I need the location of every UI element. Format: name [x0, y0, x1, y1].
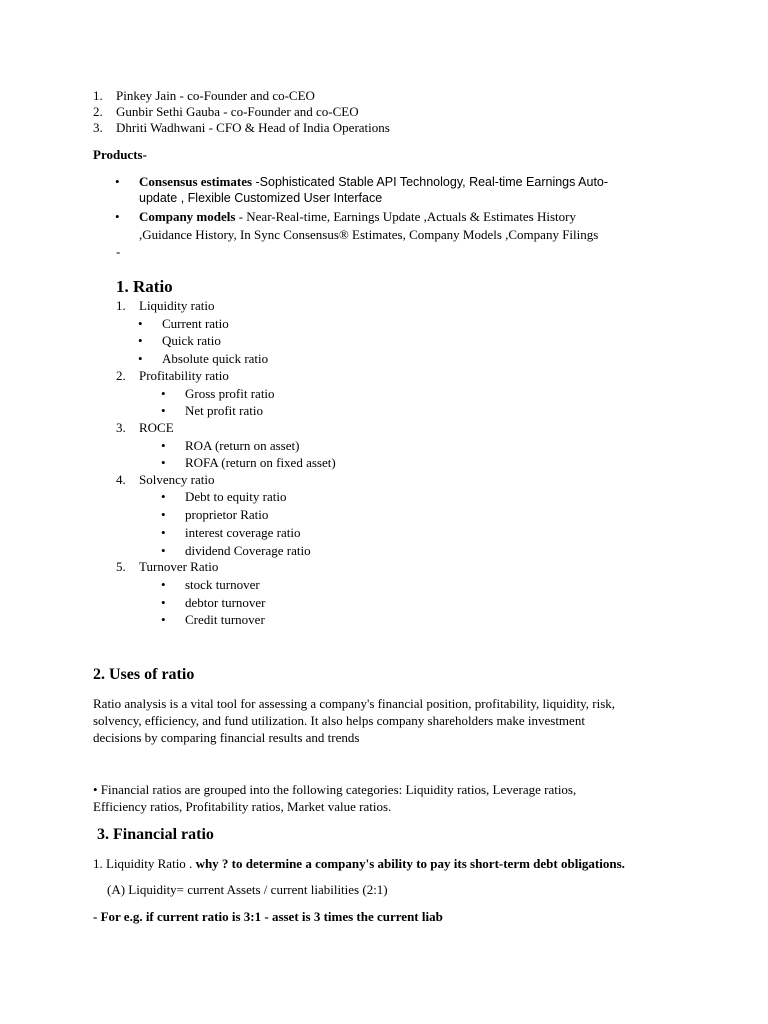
section-heading-financial: 3. Financial ratio	[97, 826, 214, 843]
list-item: • Quick ratio	[162, 332, 221, 350]
ratio-group-3	[116, 419, 174, 437]
list-item: • Absolute quick ratio	[162, 350, 268, 368]
ratio-group-label: Liquidity ratio	[139, 298, 215, 313]
ratio-group-label: Turnover Ratio	[139, 559, 219, 574]
list-number: 1.	[93, 88, 103, 103]
liquidity-label: 1. Liquidity Ratio .	[93, 856, 196, 871]
example-line: - For e.g. if current ratio is 3:1 - asset is 3 times the current liab	[93, 909, 443, 924]
ratio-group-label: Solvency ratio	[139, 472, 215, 487]
people-item-1	[93, 87, 315, 105]
ratio-group-5	[116, 558, 218, 576]
list-item: • debtor turnover	[185, 594, 266, 612]
liquidity-line	[93, 855, 625, 873]
paragraph-line: Ratio analysis is a vital tool for assessing a company's financial position, profitability, liquidity, risk,	[93, 696, 616, 711]
paragraph-line: solvency, efficiency, and fund utilization. It also helps company shareholders make investment	[93, 713, 585, 728]
product-desc: -Sophisticated Stable API Technology, Real-time Earnings Auto-	[252, 175, 609, 189]
product-item-models	[139, 208, 576, 226]
list-number: 3.	[116, 420, 126, 435]
people-item-text: Pinkey Jain - co-Founder and co-CEO	[116, 88, 315, 103]
ratio-group-4	[116, 471, 214, 489]
list-item: • ROFA (return on fixed asset)	[185, 454, 336, 472]
paragraph-line: • Financial ratios are grouped into the following categories: Liquidity ratios, Leverage ratios,	[93, 782, 577, 797]
product-item-consensus	[139, 173, 608, 192]
liquidity-why: why ? to determine a company's ability to pay its short-term debt obligations.	[195, 856, 625, 871]
list-item: • dividend Coverage ratio	[185, 542, 311, 560]
dash: -	[116, 244, 121, 259]
list-item: • Net profit ratio	[185, 402, 263, 420]
ratio-group-2	[116, 367, 229, 385]
ratio-group-label: ROCE	[139, 420, 174, 435]
people-item-3	[93, 119, 390, 137]
list-number: 3.	[93, 120, 103, 135]
list-item: • stock turnover	[185, 576, 260, 594]
products-heading: Products-	[93, 147, 147, 162]
people-item-text: Dhriti Wadhwani - CFO & Head of India Operations	[116, 120, 390, 135]
product-desc: - Near-Real-time, Earnings Update ,Actuals & Estimates History	[235, 209, 576, 224]
ratio-group-1	[116, 297, 214, 315]
product-name: Company models	[139, 209, 236, 224]
list-number: 4.	[116, 472, 126, 487]
list-number: 5.	[116, 559, 126, 574]
list-item: • Credit turnover	[185, 611, 265, 629]
list-item: • Current ratio	[162, 315, 229, 333]
list-number: 2.	[116, 368, 126, 383]
product-name: Consensus estimates	[139, 174, 253, 189]
list-item: • proprietor Ratio	[185, 506, 268, 524]
ratio-group-label: Profitability ratio	[139, 368, 229, 383]
product-desc-cont: update , Flexible Customized User Interface	[139, 191, 383, 205]
list-item: • Gross profit ratio	[185, 385, 275, 403]
section-heading-ratio: 1. Ratio	[116, 277, 173, 296]
list-number: 1.	[116, 298, 126, 313]
people-item-text: Gunbir Sethi Gauba - co-Founder and co-CEO	[116, 104, 359, 119]
paragraph-line: Efficiency ratios, Profitability ratios, Market value ratios.	[93, 799, 392, 814]
product-desc-cont: ,Guidance History, In Sync Consensus® Estimates, Company Models ,Company Filings	[139, 227, 599, 242]
liquidity-formula: (A) Liquidity= current Assets / current liabilities (2:1)	[107, 882, 388, 897]
section-heading-uses: 2. Uses of ratio	[93, 666, 195, 683]
list-item: • ROA (return on asset)	[185, 437, 299, 455]
list-item: • Debt to equity ratio	[185, 488, 286, 506]
list-item: • interest coverage ratio	[185, 524, 301, 542]
list-number: 2.	[93, 104, 103, 119]
people-item-2	[93, 103, 359, 121]
paragraph-line: decisions by comparing financial results and trends	[93, 730, 360, 745]
